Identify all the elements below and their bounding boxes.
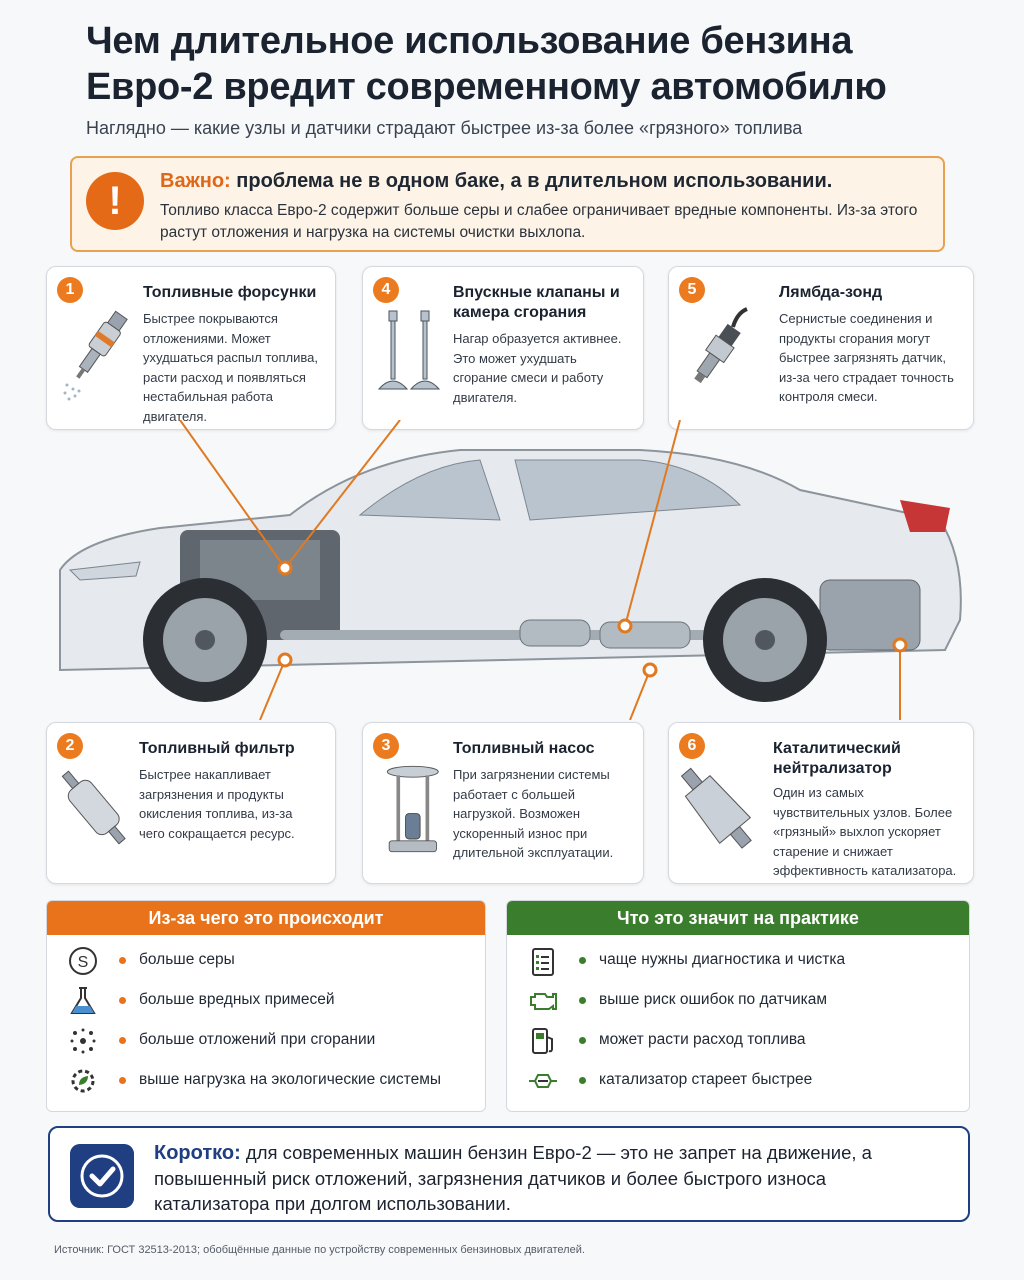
card-text: Сернистые соединения и продукты сгорания могут быстрее загрязнять датчик, из-за чего страдает точность контроля смеси. [779,311,954,404]
bullet [579,997,586,1004]
card-intake-valves [362,266,644,430]
car-cutaway-illustration [40,420,980,720]
card-lambda-sensor [668,266,974,430]
bullet [119,997,126,1004]
fuel-filter-icon [55,759,135,859]
causes-panel [46,900,486,1112]
engine-icon [527,985,559,1017]
practice-panel-title: Что это значит на практике [507,901,969,935]
summary-text [154,1140,934,1216]
eco-gear-icon [67,1065,99,1097]
card-text: Быстрее накапливает загрязнения и продукты окисления топлива, из-за чего сокращается ресурс. [139,767,295,841]
bullet [119,957,126,964]
catalyst-icon [527,1065,559,1097]
page-title: Чем длительное использование бензина Евро-2 вредит современному автомобилю [86,20,887,108]
list-item [47,981,485,1021]
card-fuel-filter [46,722,336,884]
notice-heading [160,170,832,193]
card-title: Топливные форсунки [143,284,317,301]
card-number: 2 [57,733,83,759]
card-number: 3 [373,733,399,759]
valves-icon [371,303,451,403]
lambda-sensor-icon [677,303,757,403]
cause-text: больше серы [139,951,235,968]
bullet [579,1077,586,1084]
page-subtitle: Наглядно — какие узлы и датчики страдают быстрее из-за более «грязного» топлива [86,118,803,138]
list-item [47,941,485,981]
checklist-icon [527,945,559,977]
bullet [119,1037,126,1044]
fuel-pump-module-icon [371,759,451,859]
svg-text:S: S [77,954,89,971]
card-number: 4 [373,277,399,303]
bullet [119,1077,126,1084]
practice-text: катализатор стареет быстрее [599,1071,813,1088]
card-text: Один из самых чувствительных узлов. Более «грязный» выхлоп ускоряет старение и снижает эффективность катализатора. [773,785,957,878]
practice-text: может расти расход топлива [599,1031,806,1048]
cause-text: больше вредных примесей [139,991,335,1008]
card-title: Топливный насос [453,740,595,757]
card-title: Каталитический нейтрализатор [773,740,901,777]
bullet [579,1037,586,1044]
list-item [507,1061,969,1101]
cause-text: больше отложений при сгорании [139,1031,376,1048]
card-fuel-injectors [46,266,336,430]
notice-heading-text: проблема не в одном баке, а в длительном использовании. [236,170,833,192]
card-fuel-pump [362,722,644,884]
bullet [579,957,586,964]
list-item [507,1021,969,1061]
sulfur-icon [67,945,99,977]
practice-text: чаще нужны диагностика и чистка [599,951,846,968]
card-number: 1 [57,277,83,303]
practice-text: выше риск ошибок по датчикам [599,991,828,1008]
list-item [507,981,969,1021]
card-title: Лямбда-зонд [779,284,883,301]
card-text: Быстрее покрываются отложениями. Может ухудшаться распыл топлива, расти расход и появляться нестабильная работа двигателя. [143,311,318,424]
card-text: Нагар образуется активнее. Это может ухудшать сгорание смеси и работу двигателя. [453,331,622,405]
summary-box [48,1126,970,1222]
summary-highlight: Коротко: [154,1142,241,1164]
important-notice [70,156,945,252]
source-note: Источник: ГОСТ 32513-2013; обобщённые данные по устройству современных бензиновых двигателей. [54,1244,585,1256]
practice-panel [506,900,970,1112]
notice-highlight: Важно: [160,170,231,192]
list-item [47,1061,485,1101]
injector-icon [55,303,135,403]
checkmark-icon [70,1144,134,1208]
flask-icon [67,985,99,1017]
card-title: Впускные клапаны и камера сгорания [453,284,620,321]
particles-icon [67,1025,99,1057]
catalytic-converter-icon [677,759,757,859]
card-number: 5 [679,277,705,303]
cause-text: выше нагрузка на экологические системы [139,1071,442,1088]
exclamation-icon: ! [86,172,144,230]
list-item [47,1021,485,1061]
summary-body: для современных машин бензин Евро-2 — это не запрет на движение, а повышенный риск отложений, загрязнения датчиков и более быстрого износа катализатора при долгом использовании. [154,1142,872,1214]
card-catalytic-converter [668,722,974,884]
card-text: При загрязнении системы работает с большей нагрузкой. Возможен ускоренный износ при длительной эксплуатации. [453,767,614,860]
card-title: Топливный фильтр [139,740,295,757]
list-item [507,941,969,981]
notice-text: Топливо класса Евро-2 содержит больше серы и слабее ограничивает вредные компоненты. Из-за этого растут отложения и нагрузка на системы очистки выхлопа. [160,202,918,241]
card-number: 6 [679,733,705,759]
fuel-pump-icon [527,1025,559,1057]
causes-panel-title: Из-за чего это происходит [47,901,485,935]
